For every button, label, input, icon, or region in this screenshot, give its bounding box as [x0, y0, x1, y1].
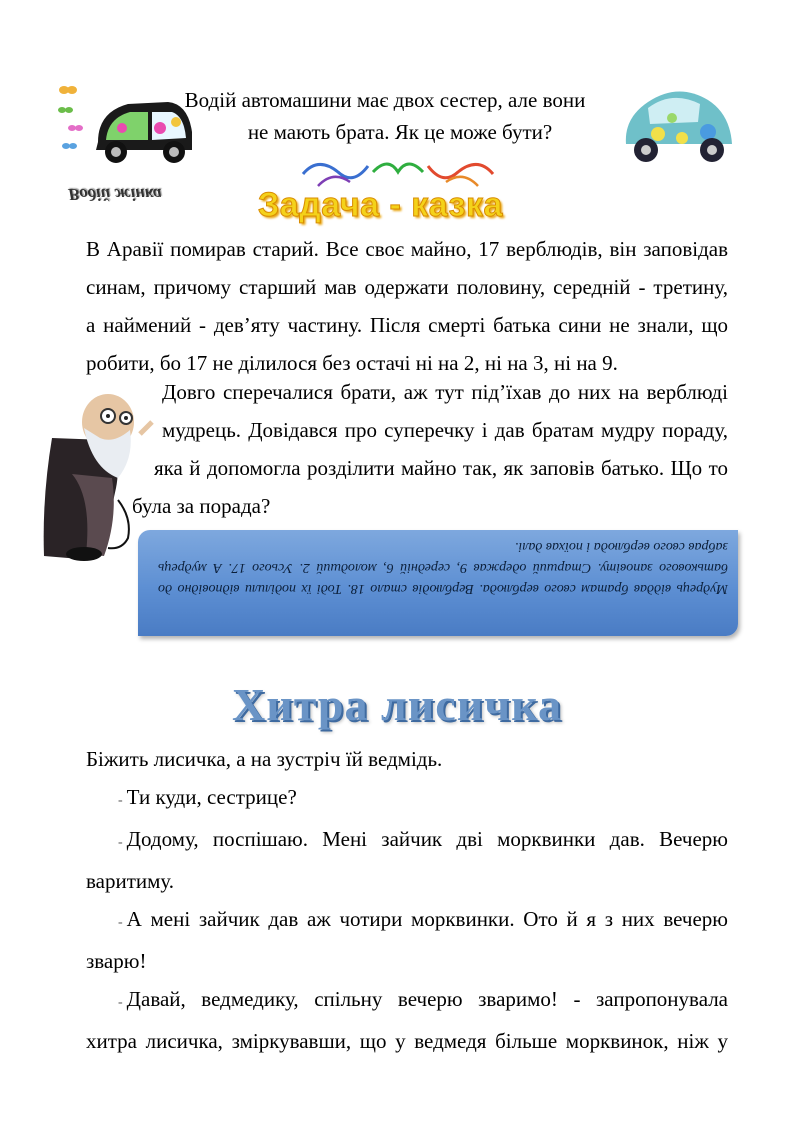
story-line: синам, причому старший мав одержати половину, середній - третину, — [86, 275, 728, 299]
driver-label: Водій жінка — [68, 185, 162, 204]
task-title: Задача - казка — [258, 186, 503, 224]
riddle-line: не мають брата. Як це може бути? — [247, 120, 553, 144]
story-line: робити, бо 17 не ділилося без остачі ні на 2, ні на 3, ні на 9. — [86, 351, 618, 375]
butterflies-decoration — [52, 80, 92, 160]
story-line: а наймений - дев’яту частину. Після смерті батька сини не знали, що — [86, 313, 728, 337]
fox-story-text — [86, 740, 728, 1060]
beetle-car-image — [618, 78, 738, 174]
story-line: мудрець. Довідався про суперечку і дав братам мудру пораду, — [162, 418, 728, 442]
dialogue-text: Додому, поспішаю. Мені зайчик дві морквинки дав. Вечерю — [126, 827, 728, 851]
dialogue-line: хитра лисичка, зміркувавши, що у ведмедя більше морквинок, ніж у — [86, 1029, 728, 1053]
dialogue-line — [118, 820, 728, 862]
story-paragraph-2 — [86, 373, 728, 525]
story-paragraph-1 — [86, 230, 728, 382]
riddle-line: Водій автомашини має двох сестер, але вони — [184, 88, 586, 112]
riddle-text — [180, 84, 590, 148]
answer-box — [138, 530, 738, 636]
dialogue-line: зварю! — [86, 949, 147, 973]
dialogue-text: Давай, ведмедику, спільну вечерю зваримо! - запропонувала — [126, 987, 728, 1011]
dash-mark: - — [118, 915, 123, 930]
dialogue-line: варитиму. — [86, 869, 175, 893]
fox-intro: Біжить лисичка, а на зустріч їй ведмідь. — [86, 747, 443, 771]
story-line: Довго сперечалися брати, аж тут під’їхав до них на верблюді — [162, 380, 728, 404]
dialogue-line — [118, 778, 728, 820]
dialogue-text: А мені зайчик дав аж чотири морквинки. Ото й я з них вечерю — [126, 907, 728, 931]
story-line: В Аравії помирав старий. Все своє майно, 17 верблюдів, він заповідав — [86, 237, 728, 261]
dash-mark: - — [118, 835, 123, 850]
dash-mark: - — [118, 995, 123, 1010]
fox-story-title: Хитра лисичка — [232, 679, 562, 730]
story-line: яка й допомогла розділити майно так, як заповів батько. Що то — [154, 456, 728, 480]
dialogue-line — [118, 980, 728, 1022]
dialogue-line — [118, 900, 728, 942]
answer-text: Мудрець віддав братам свого верблюда. Верблюдів стало 18. Тоді їх поділили відповідно до батькового заповіту. Старший одержав 9, середній 6, молодший 2. Усього 17. А мудрець забрав свого верблюда і поїхав далі. — [158, 539, 728, 596]
story-line: була за порада? — [132, 494, 271, 518]
dialogue-text: Ти куди, сестрице? — [126, 785, 297, 809]
dash-mark: - — [118, 793, 123, 808]
